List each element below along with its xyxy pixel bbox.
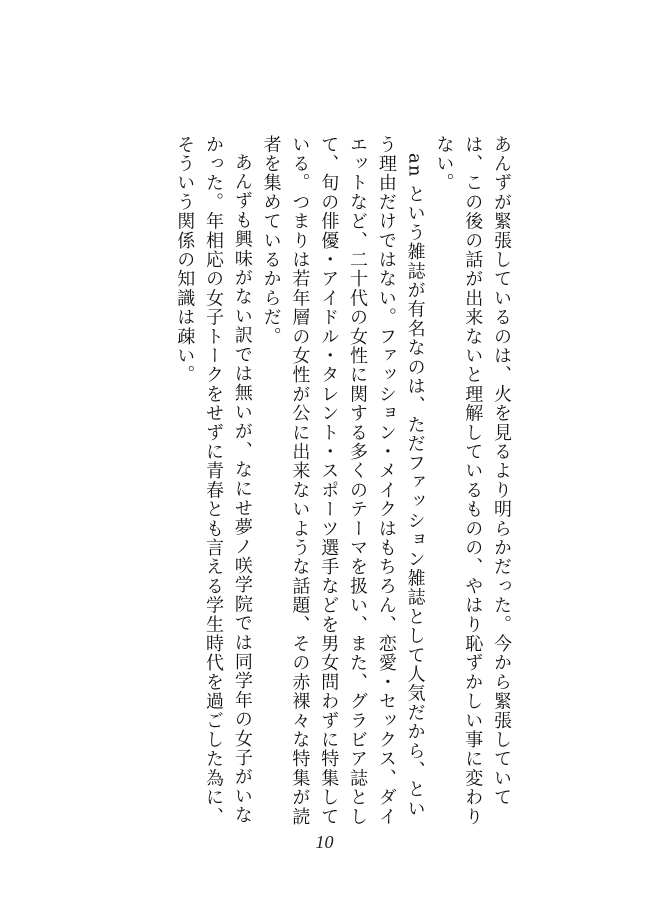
paragraph-3: あんずも興味がない訳では無いが、なにせ夢ノ咲学院では同学年の女子がいなかった。年相応の女子トークをせずに青春とも言える学生時代を過ごした為に、そういう関係の知識は疎い。 (174, 135, 253, 827)
paragraph-1: あんずが緊張しているのは、火を見るより明らかだった。今から緊張していては、この後の話が出来ないと理解しているものの、やはり恥ずかしい事に変わりない。 (433, 135, 512, 827)
vertical-text-body (160, 135, 515, 835)
paragraph-2: an という雑誌が有名なのは、ただファッション雑誌として人気だから、という理由だけではない。ファッション・メイクはもちろん、恋愛・セックス、ダイエットなど、二十代の女性に関する多くのテーマを扱い、また、グラビア誌として、旬の俳優・アイドル・タレント・スポーツ選手などを男女問わずに特集している。つまりは若年層の女性が公に出来ないような話題、その赤裸々な特集が読者を集めているからだ。 (260, 135, 426, 827)
page-number: 10 (315, 832, 334, 852)
